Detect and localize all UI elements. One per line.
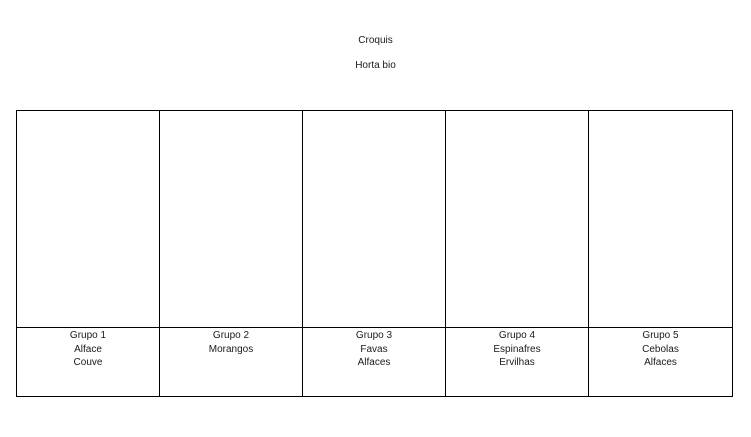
group-caption (589, 328, 732, 396)
page-subtitle: Horta bio (355, 60, 396, 71)
crop-name: Alface (74, 343, 102, 355)
crop-name: Favas (360, 343, 388, 355)
plot-area-group-3 (303, 111, 446, 328)
crop-name: Morangos (208, 343, 254, 355)
page-title: Croquis (358, 35, 393, 46)
crop-name: Ervilhas (499, 357, 535, 368)
plot-area-group-4 (446, 111, 589, 328)
group-caption (303, 328, 446, 396)
group-caption (160, 328, 303, 396)
group-caption (446, 328, 589, 396)
plot-area-group-1 (17, 111, 160, 328)
crop-name: Alfaces (357, 357, 391, 368)
crop-name: Espinafres (493, 343, 541, 355)
group-label: Grupo 2 (212, 330, 250, 341)
plot-area-group-5 (589, 111, 732, 328)
group-label: Grupo 1 (69, 330, 107, 341)
plot-area-group-2 (160, 111, 303, 328)
garden-sketch-table (16, 110, 733, 397)
crop-name: Cebolas (642, 343, 679, 355)
group-label: Grupo 4 (498, 330, 536, 341)
group-caption (17, 328, 160, 396)
crop-name: Couve (73, 357, 103, 368)
group-label: Grupo 5 (642, 330, 679, 341)
group-label: Grupo 3 (355, 330, 393, 341)
crop-name: Alfaces (644, 357, 677, 368)
